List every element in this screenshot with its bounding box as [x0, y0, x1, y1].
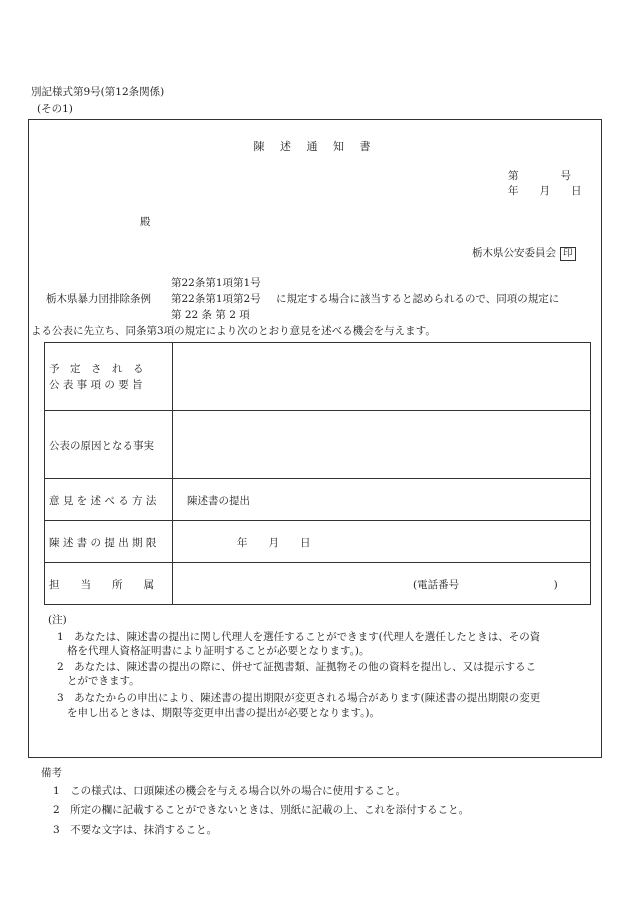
table-row	[45, 563, 590, 604]
seal-mark: 印	[560, 247, 576, 261]
remarks-heading: 備考	[41, 767, 62, 779]
clause-3: 第 22 条 第 2 項	[171, 309, 250, 321]
table-row	[45, 479, 590, 521]
body-line-2: よる公表に先立ち、同条第3項の規定により次のとおり意見を述べる機会を与えます。	[31, 325, 436, 337]
table-row	[45, 343, 590, 411]
phone-value: (電話番号 )	[413, 579, 558, 591]
row-label-deadline: 陳 述 書 の 提 出 期 限	[49, 537, 157, 549]
note-3-line-1: 3 あなたからの申出により、陳述書の提出期限が変更される場合があります(陳述書の提出期限の変更	[57, 692, 541, 704]
clause-2: 第22条第1項第2号	[171, 293, 261, 305]
notes-heading: (注)	[48, 614, 67, 626]
row-label-summary-b: 公 表 事 項 の 要 旨	[49, 379, 143, 391]
note-2-line-1: 2 あなたは、陳述書の提出の際に、併せて証拠書類、証拠物その他の資料を提出し、又は提示するこ	[57, 661, 537, 673]
info-table	[44, 342, 591, 605]
table-row	[45, 521, 590, 563]
form-sub: (その1)	[37, 103, 73, 115]
row-label-summary-a: 予 定 さ れ る	[49, 363, 144, 375]
row-label-department: 担 当 所 属	[49, 579, 154, 591]
method-value: 陳述書の提出	[187, 495, 250, 507]
document-number: 第 号	[508, 170, 571, 182]
table-row	[45, 411, 590, 479]
note-1-line-1: 1 あなたは、陳述書の提出に関し代理人を選任することができます(代理人を選任したときは、その資	[57, 631, 541, 643]
note-2-line-2: とができます。	[67, 675, 140, 687]
remark-1: 1 この様式は、口頭陳述の機会を与える場合以外の場合に使用すること。	[53, 785, 407, 797]
ordinance-name: 栃木県暴力団排除条例	[46, 293, 151, 305]
deadline-value: 年 月 日	[237, 537, 311, 549]
issuer	[472, 245, 576, 261]
remark-3: 3 不要な文字は、抹消すること。	[53, 824, 218, 836]
form-header: 別記様式第9号(第12条関係)	[31, 86, 165, 98]
issuer-name: 栃木県公安委員会	[472, 247, 556, 259]
document-date: 年 月 日	[508, 185, 582, 197]
note-3-line-2: を申し出るときは、期限等変更申出書の提出が必要となります。)。	[67, 707, 381, 719]
remark-2: 2 所定の欄に記載することができないときは、別紙に記載の上、これを添付すること。	[53, 804, 470, 816]
summary-value	[173, 343, 590, 410]
body-line-1: に規定する場合に該当すると認められるので、同項の規定に	[276, 293, 560, 305]
cause-value	[173, 411, 590, 478]
form-title: 陳 述 通 知 書	[253, 140, 377, 153]
row-label-cause: 公表の原因となる事実	[49, 440, 154, 452]
row-label-method: 意 見 を 述 べ る 方 法	[49, 495, 157, 507]
addressee: 殿	[140, 216, 151, 228]
clause-1: 第22条第1項第1号	[171, 277, 261, 289]
note-1-line-2: 格を代理人資格証明書により証明することが必要となります。)。	[67, 645, 370, 657]
